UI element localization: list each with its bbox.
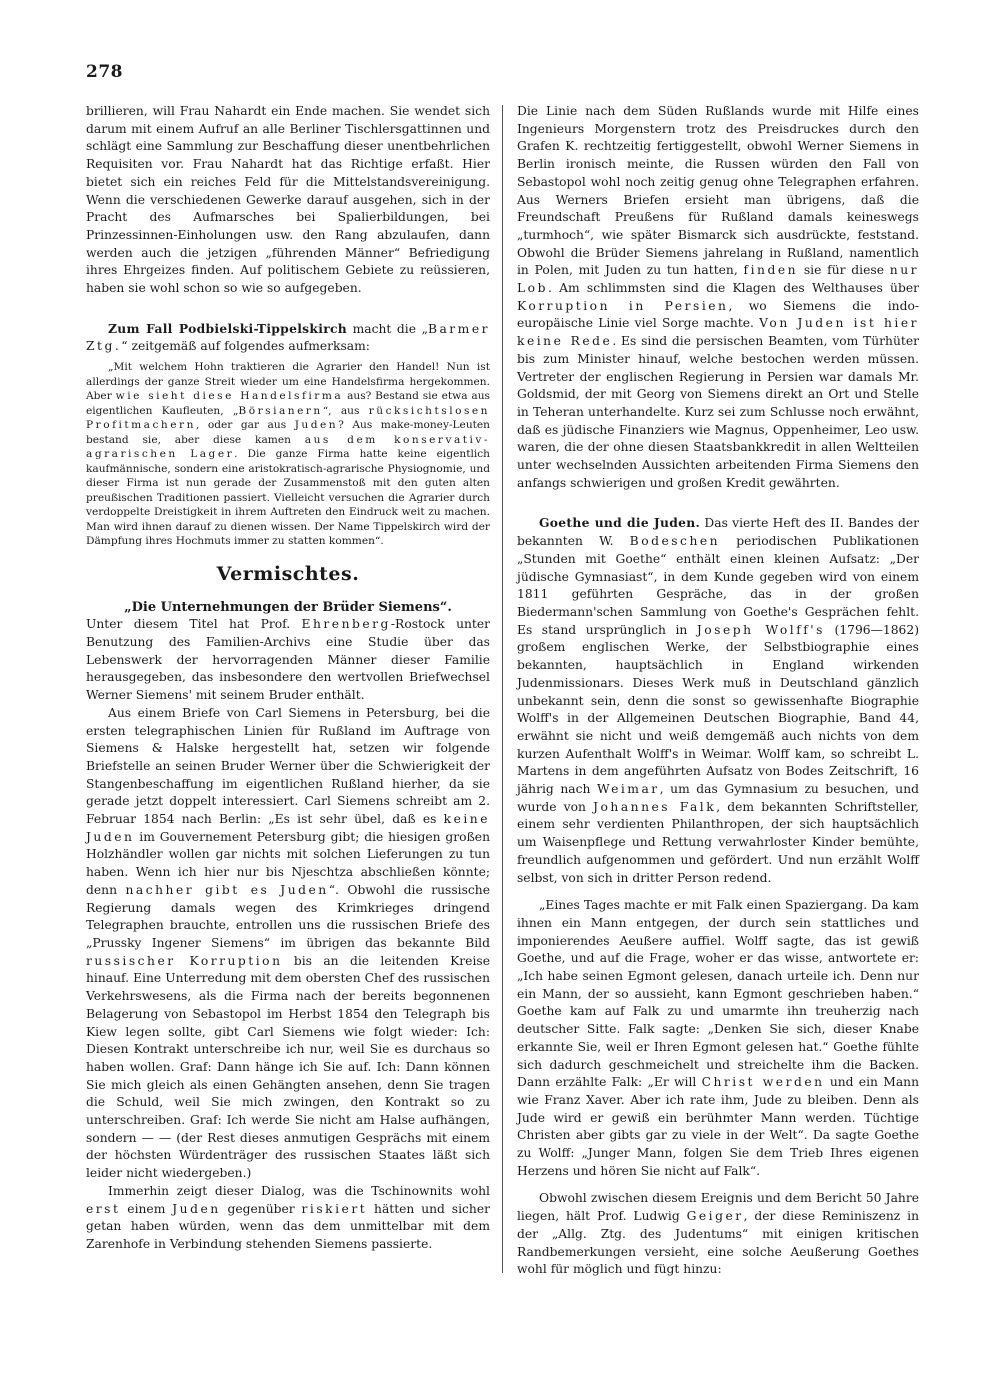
quote-barmer-ztg: „Mit welchem Hohn traktieren die Agrarier den Handel! Nun ist allerdings der ganze Streit wieder um eine Handelsfirma hergekommen. Aber wie sieht diese Handelsfirma aus? Bestand sie etwa aus eigentlichen Kaufleuten, „Börsianern“, aus rücksichtslosen Profitmachern, oder gar aus Juden? Aus make-money-Leuten bestand sie, aber diese kamen aus dem konservativ-agrarischen Lager. Die ganze Firma hatte keine eigentlich kaufmännische, sondern eine aristokratisch-agrarische Physiognomie, und dieser Firma ist nun gerade der Zusammenstoß mit den guten alten preußischen Traditionen passiert. Vielleicht versuchen die Agrarier durch verdoppelte Dreistigkeit in ihrem Auftreten den Eindruck weit zu machen. Man wird ihnen darauf zu dienen wissen. Der Name Tippelskirch wird der Dämpfung ihres Hochmuts immer zu statten kommen“. bbox=[86, 361, 490, 548]
left-column bbox=[86, 103, 490, 1254]
paragraph-geiger: Obwohl zwischen diesem Ereignis und dem Bericht 50 Jahre liegen, hält Prof. Ludwig Geiger, der diese Reminiszenz in der „Allg. Ztg. des Judentums“ mit einigen kritischen Randbemerkungen versieht, eine solche Aeußerung Goethes wohl für möglich und fügt hinzu: bbox=[517, 1191, 920, 1277]
page-number: 278 bbox=[86, 62, 123, 82]
paragraph-siemens-letter: Aus einem Briefe von Carl Siemens in Petersburg, bei die ersten telegraphischen Linien für Rußland im Auftrage von Siemens & Halske hergestellt hat, setzen wir folgende Briefstelle an seinen Bruder Werner über die Schwierigkeit der Stangenbeschaffung im eigentlichen Rußland hierher, da sie gerade jetzt doppelt interessiert. Carl Siemens schreibt am 2. Februar 1854 nach Berlin: „Es ist sehr übel, daß es keine Juden im Gouvernement Petersburg gibt; die hiesigen großen Holzhändler wollen gar nichts mit solchen Lieferungen zu tun haben. Wenn ich hier nur bis Njeschtza abschließen könnte; denn nachher gibt es Juden“. Obwohl die russische Regierung damals wegen des Krimkrieges dringend Telegraphen brauchte, entrollen uns die russischen Briefe des „Prussky Ingener Siemens“ im übrigen das bekannte Bild russischer Korruption bis an die leitenden Kreise hinauf. Eine Unterredung mit dem obersten Chef des russischen Verkehrswesens, als die Firma nach der bereits begonnenen Belagerung von Sebastopol im Herbst 1854 den Telegraph bis Kiew legen sollte, gibt Carl Siemens wie folgt wieder: Ich: Diesen Kontrakt unterschreibe ich nur, weil Sie es durchaus so haben wollen. Graf: Dann hänge ich Sie auf. Ich: Dann können Sie mich gleich als einen Gehängten ansehen, denn Sie tragen die Schuld, weil Sie mich zwingen, den Kontrakt so zu unterschreiben. Graf: Ich werde Sie nicht am Halse aufhängen, sondern — — (der Rest dieses anmutigen Gesprächs mit einem der höchsten Würdenträger des russischen Staates läßt sich leider nicht wiedergeben.) bbox=[86, 705, 490, 1181]
paragraph-goethe-story: „Eines Tages machte er mit Falk einen Spaziergang. Da kam ihnen ein Mann entgegen, der durch sein stattliches und imponierendes Aeußere auffiel. Wolff sagte, das ist gewiß Goethe, und auf die Frage, woher er das wisse, antwortete er: „Ich habe seinen Egmont gelesen, danach urteile ich. Denn nur ein Mann, der so aussieht, kann Egmont geschrieben haben.“ Goethe kam auf Falk zu und umarmte ihn treuherzig nach deutscher Sitte. Falk sagte: „Denken Sie sich, dieser Knabe erkannte Sie, weil er Ihren Egmont gelesen hat.“ Goethe fühlte sich dadurch geschmeichelt und streichelte ihm die Backen. Dann erzählte Falk: „Er will Christ werden und ein Mann wie Franz Xaver. Aber ich rate ihm, Jude zu bleiben. Denn als Jude wird er gewiß ein berühmter Mann werden. Tüchtige Christen aber gibts gar zu viele in der Welt“. Da sagte Goethe zu Wolff: „Junger Mann, folgen Sie dem Trieb Ihres eigenen Herzens und hören Sie nicht auf Falk“. bbox=[517, 898, 919, 1178]
subhead-siemens: „Die Unternehmungen der Brüder Siemens“. bbox=[124, 599, 452, 615]
column-divider bbox=[502, 105, 503, 1273]
section-title-vermischtes: Vermischtes. bbox=[216, 562, 360, 585]
paragraph-siemens-intro: Unter diesem Titel hat Prof. Ehrenberg-Rostock unter Benutzung des Familien-Archivs eine Studie über das Lebenswerk der hervorragenden Männer dieser Familie herausgegeben, das insbesondere den wertvollen Briefwechsel Werner Siemens' mit seinem Bruder enthält. bbox=[86, 617, 491, 703]
right-column bbox=[517, 103, 919, 1279]
paragraph-russia-line: Die Linie nach dem Süden Rußlands wurde mit Hilfe eines Ingenieurs Morgenstern trotz des Preisdruckes durch den Grafen K. rechtzeitig fertiggestellt, obwohl Werner Siemens in Berlin ironisch meinte, die Russen würden den Fall von Sebastopol wohl noch zeitig genug ohne Telegraphen erfahren. Aus Werners Briefen ersieht man übrigens, daß die Freundschaft Preußens für Rußland damals keineswegs „turmhoch“, wie später Bismarck sich ausdrückte, feststand. Obwohl die Brüder Siemens jahrelang in Rußland, namentlich in Polen, mit Juden zu tun hatten, finden sie für diese nur Lob. Am schlimmsten sind die Klagen des Welthauses über Korruption in Persien, wo Siemens die indo-europäische Linie viel Sorge machte. Von Juden ist hier keine Rede. Es sind die persischen Beamten, vom Türhüter bis zum Minister hinauf, welche bestochen werden müssen. Vertreter der englischen Regierung in Persien war damals Mr. Goldsmid, der mit Georg von Siemens direkt an Ort und Stelle in Teheran unterhandelte. Kurz sei zum Schlusse noch erwähnt, daß es jüdische Finanziers wie Magnus, Oppenheimer, Leo usw. waren, die der ohne diesen Staatsbankkredit in allen Weltteilen unter wechselnden Aussichten arbeitenden Firma Siemens den anfangs schwierigen und großen Kredit gewährten. bbox=[517, 104, 919, 490]
paragraph-tischler: brillieren, will Frau Nahardt ein Ende machen. Sie wendet sich darum mit einem Aufruf an alle Berliner Tischlersgattinnen und schlägt eine Sammlung zur Beschaffung dieser unentbehrlichen Requisiten vor. Frau Nahardt hat das Richtige erfaßt. Hier bietet sich ein reiches Feld für die Mittelstandsvereinigung. Wenn die verschiedenen Gewerke darauf ausgehen, sich in der Pracht des Aufmarsches bei Spalierbildungen, bei Prinzessinnen-Einholungen usw. den Rang abzulaufen, dann werden auch die jetzigen „führenden Männer“ Befriedigung ihres Ehrgeizes finden. Auf politischem Gebiete zu reüssieren, haben sie wohl schon so wie so aufgegeben. bbox=[86, 104, 490, 296]
paragraph-siemens-dialog: Immerhin zeigt dieser Dialog, was die Tschinownits wohl erst einem Juden gegenüber riskiert hätten und sicher getan haben würden, wenn das dem unmittelbar mit dem Zarenhofe in Verbindung stehenden Siemens passierte. bbox=[86, 1183, 490, 1251]
paragraph-goethe: Goethe und die Juden. Das vierte Heft des II. Bandes der bekannten W. Bodeschen periodischen Publikationen „Stunden mit Goethe“ enthält einen kleinen Aufsatz: „Der jüdische Gymnasiast“, in dem Kunde gegeben wird von einem 1811 geführten Gespräche, das in der großen Biedermann'schen Sammlung von Goethe's Gesprächen fehlt. Es stand ursprünglich in Joseph Wolff's (1796—1862) großem englischen Werke, der Selbstbiographie eines bekannten, hauptsächlich in England wirkenden Judenmissionars. Dieses Werk muß in Deutschland gänzlich unbekannt sein, denn die sonst so gewissenhafte Biographie Wolff's in der Allgemeinen Deutschen Biographie, Band 44, erwähnt sie nicht und weiß demgemäß auch nichts von dem kurzen Aufenthalt Wolff's in Weimar. Wolff kam, so schreibt L. Martens in dem angeführten Aufsatz von Bodes Zeitschrift, 16 jährig nach Weimar, um das Gymnasium zu besuchen, und wurde von Johannes Falk, dem bekannten Schriftsteller, einem sehr verdienten Philanthropen, der sich hauptsächlich um Waisenpflege und Rettung verwahrloster Kinder bemühte, freundlich aufgenommen und gefördert. Und nun erzählt Wolff selbst, von sich in dritter Person redend. bbox=[517, 515, 919, 885]
heading-goethe: Goethe und die Juden. bbox=[539, 515, 701, 531]
heading-podbielski: Zum Fall Podbielski-Tippelskirch bbox=[108, 320, 347, 336]
paragraph-podbielski: Zum Fall Podbielski-Tippelskirch macht die „Barmer Ztg.“ zeitgemäß auf folgendes aufmerksam: bbox=[86, 320, 490, 354]
